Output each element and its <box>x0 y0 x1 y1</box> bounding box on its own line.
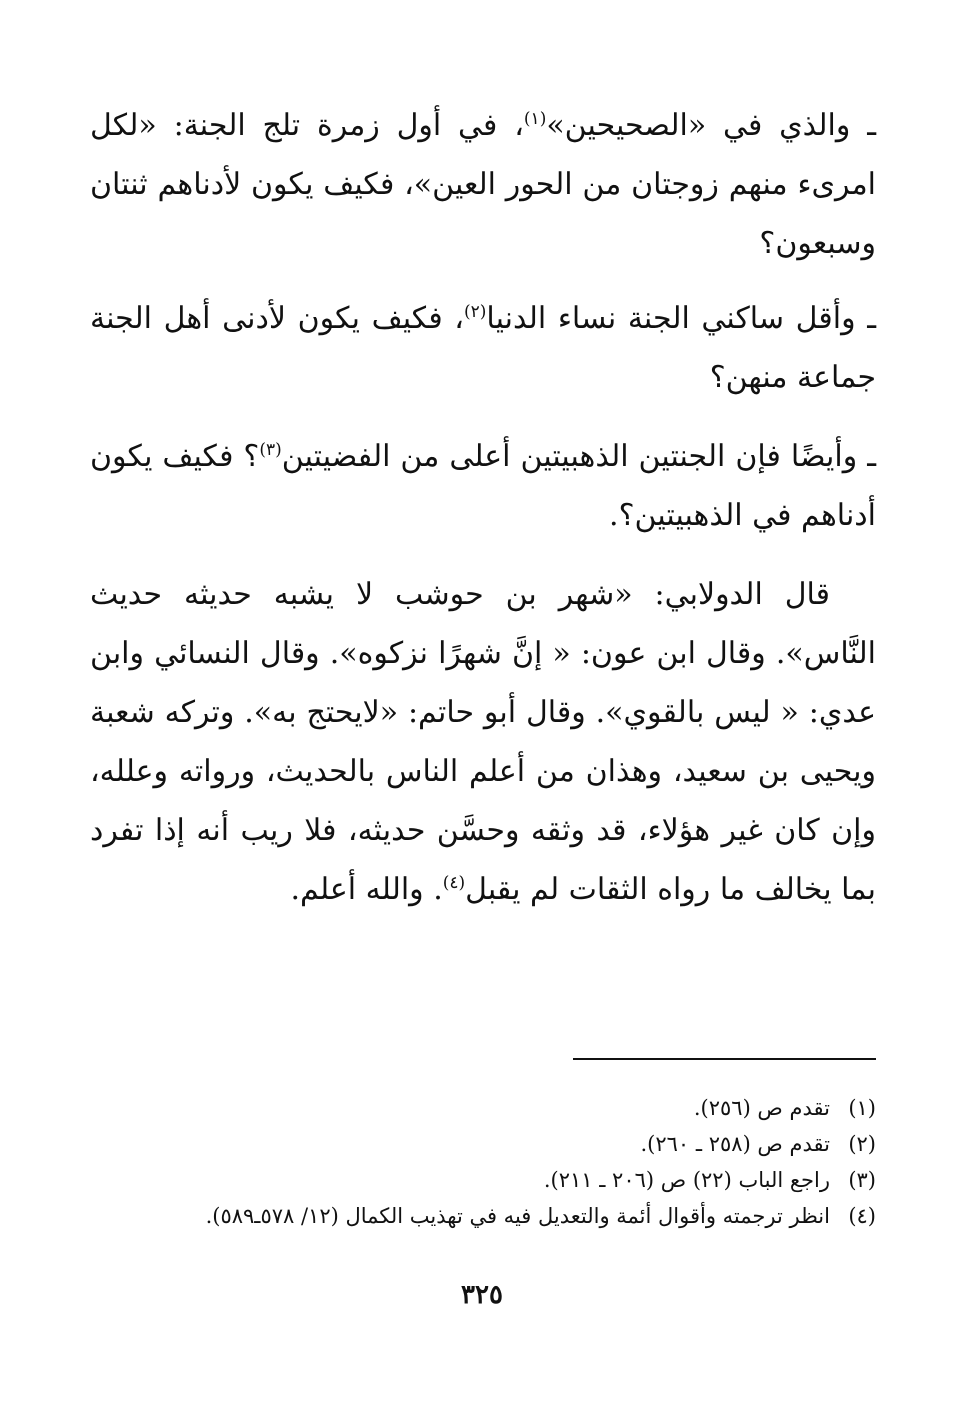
footnote-4-text: انظر ترجمته وأقوال أئمة والتعديل فيه في تهذيب الكمال (١٢/ ٥٧٨ـ٥٨٩). <box>205 1204 830 1228</box>
footnote-1 <box>90 1090 876 1126</box>
paragraph-1-text-end: ، في أول زمرة تلج الجنة: «لكل امرىء منهم زوجتان من الحور العين»، فكيف يكون لأدناهم ثنتان وسبعون؟ <box>90 108 876 261</box>
footnotes <box>90 1090 876 1234</box>
footnote-ref-2: (٢) <box>464 302 487 322</box>
page-number: ٣٢٥ <box>461 1280 503 1310</box>
footnote-1-text: تقدم ص (٢٥٦). <box>693 1096 830 1120</box>
footnote-ref-4: (٤) <box>442 873 466 893</box>
paragraph-4 <box>90 565 876 919</box>
footnote-2-text: تقدم ص (٢٥٨ ـ ٢٦٠). <box>640 1132 830 1156</box>
footnote-ref-1: (١) <box>523 109 547 129</box>
footnote-3-text: راجع الباب (٢٢) ص (٢٠٦ ـ ٢١١). <box>543 1168 830 1192</box>
paragraph-3 <box>90 427 876 545</box>
footnote-2 <box>90 1126 876 1162</box>
main-text <box>90 96 876 919</box>
paragraph-3-text-end: ؟ فكيف يكون أدناهم في الذهبيتين؟. <box>90 439 876 533</box>
footnote-2-number: (٢) <box>848 1132 876 1156</box>
paragraph-1 <box>90 96 876 273</box>
footnote-divider <box>573 1058 876 1060</box>
footnote-4-number: (٤) <box>848 1204 876 1228</box>
paragraph-4-text-end: . والله أعلم. <box>290 872 443 907</box>
footnote-4 <box>90 1198 876 1234</box>
paragraph-3-text-start: ـ وأيضًا فإن الجنتين الذهبيتين أعلى من الفضيتين <box>281 439 876 474</box>
paragraph-2-text-end: ، فكيف يكون لأدنى أهل الجنة جماعة منهن؟ <box>90 301 876 395</box>
footnote-3-number: (٣) <box>848 1168 876 1192</box>
footnote-ref-3: (٣) <box>259 440 282 460</box>
paragraph-1-text-start: ـ والذي في «الصحيحين» <box>546 108 876 143</box>
paragraph-2 <box>90 289 876 407</box>
paragraph-2-text-start: ـ وأقل ساكني الجنة نساء الدنيا <box>486 301 876 336</box>
footnote-1-number: (١) <box>848 1096 876 1120</box>
footnote-3 <box>90 1162 876 1198</box>
paragraph-4-text-start: قال الدولابي: «شهر بن حوشب لا يشبه حديثه حديث النَّاس». وقال ابن عون: « إنَّ شهرًا نزكوه». وقال النسائي وابن عدي: « ليس بالقوي». وقال أبو حاتم: «لايحتج به». وتركه شعبة ويحيى بن سعيد، وهذان من أعلم الناس بالحديث، ورواته وعلله، وإن كان غير هؤلاء، قد وثقه وحسَّن حديثه، فلا ريب أنه إذا تفرد بما يخالف ما رواه الثقات لم يقبل <box>90 577 876 907</box>
